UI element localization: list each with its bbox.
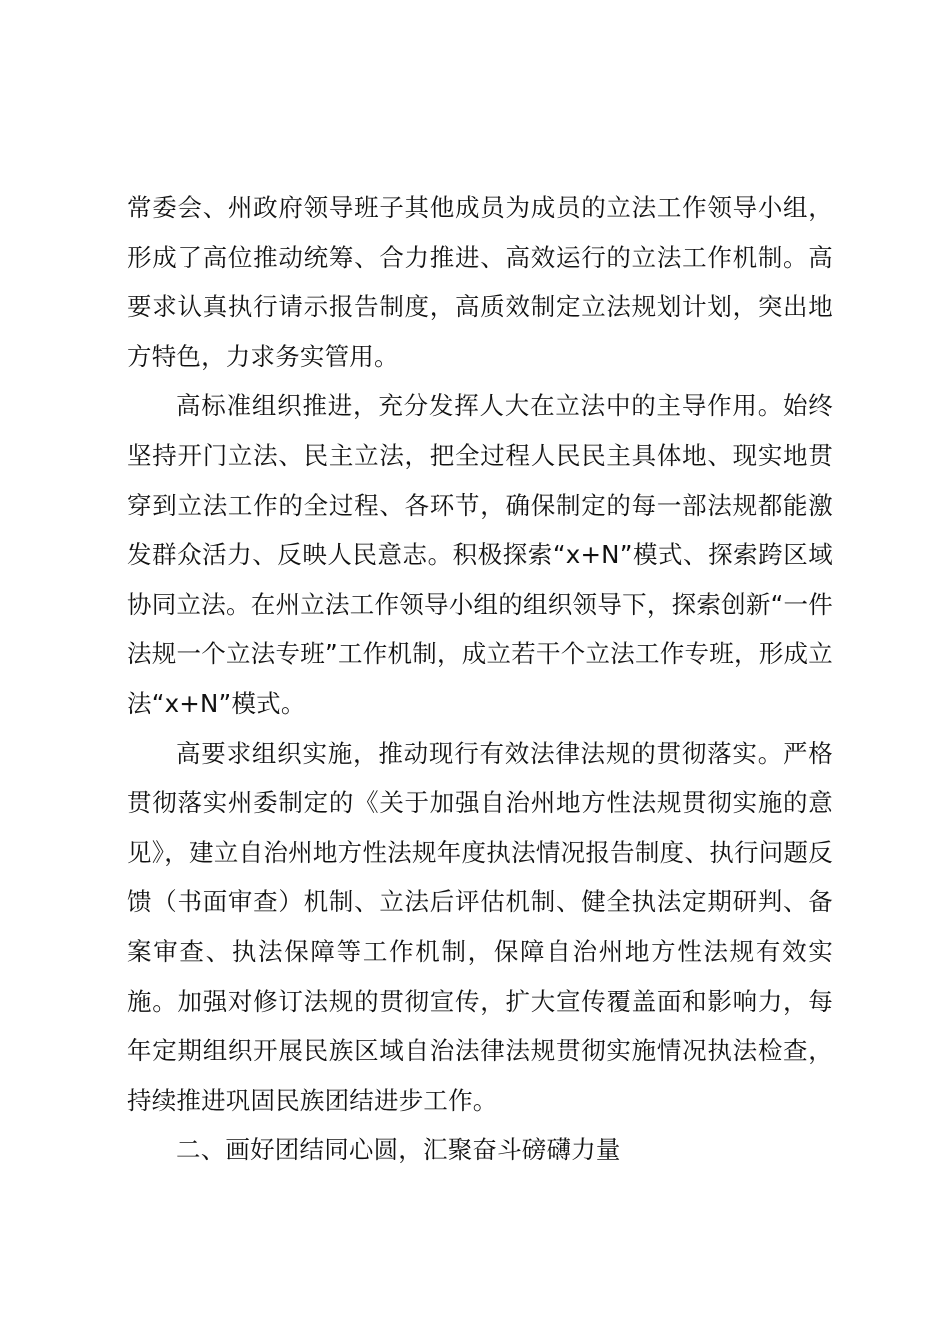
paragraph-continuation: 常委会、州政府领导班子其他成员为成员的立法工作领导小组，形成了高位推动统筹、合力推进、高效运行的立法工作机制。高要求认真执行请示报告制度，高质效制定立法规划计划，突出地方特色，力求务实管用。 [127,193,833,371]
paragraph-high-standard: 高标准组织推进，充分发挥人大在立法中的主导作用。始终坚持开门立法、民主立法，把全过程人民民主具体地、现实地贯穿到立法工作的全过程、各环节，确保制定的每一部法规都能激发群众活力、反映人民意志。积极探索“x+N”模式、探索跨区域协同立法。在州立法工作领导小组的组织领导下，探索创新“一件法规一个立法专班”工作机制，成立若干个立法工作专班，形成立法“x+N”模式。 [127,391,833,718]
section-heading: 二、画好团结同心圆，汇聚奋斗磅礴力量 [176,1135,621,1165]
paragraph-high-requirement: 高要求组织实施，推动现行有效法律法规的贯彻落实。严格贯彻落实州委制定的《关于加强自治州地方性法规贯彻实施的意见》，建立自治州地方性法规年度执法情况报告制度、执行问题反馈（书面审查）机制、立法后评估机制、健全执法定期研判、备案审查、执法保障等工作机制，保障自治州地方性法规有效实施。加强对修订法规的贯彻宣传，扩大宣传覆盖面和影响力，每年定期组织开展民族区域自治法律法规贯彻实施情况执法检查，持续推进巩固民族团结进步工作。 [127,738,833,1115]
document-body [127,183,833,1175]
